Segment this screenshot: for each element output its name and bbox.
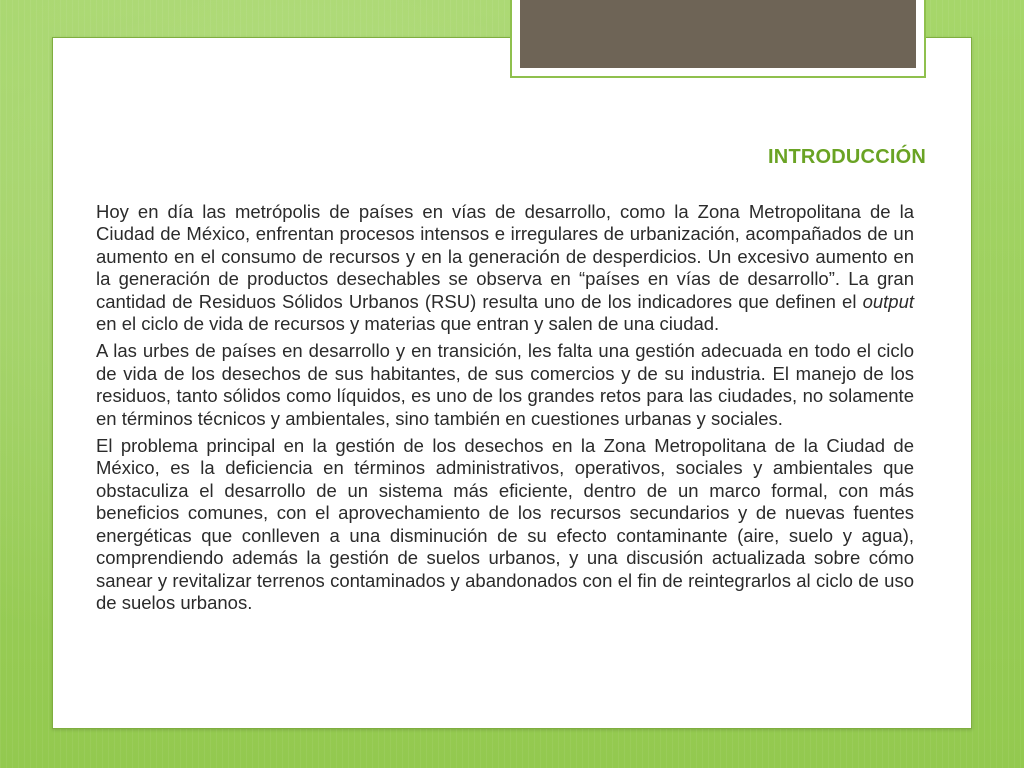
paragraph-1-text: Hoy en día las metrópolis de países en vías de desarrollo, como la Zona Metropolitana de la Ciudad de México, enfrentan procesos intensos e irregulares de urbanización, acompañados de un aumento en el consumo de recursos y en la generación de desperdicios. Un excesivo aumento en la generación de productos desechables se observa en “países en vías de desarrollo”. La gran cantidad de Residuos Sólidos Urbanos (RSU) resulta uno de los indicadores que definen el (96, 201, 914, 312)
paragraph-2: A las urbes de países en desarrollo y en transición, les falta una gestión adecuada en todo el ciclo de vida de los desechos de sus habitantes, de sus comercios y de su industria. El manejo de los residuos, tanto sólidos como líquidos, es uno de los grandes retos para las ciudades, no solamente en términos técnicos y ambientales, sino también en cuestiones urbanas y sociales. (96, 340, 914, 429)
slide-body (96, 201, 914, 619)
decorative-picture-frame (510, 0, 926, 78)
paragraph-1-text-end: en el ciclo de vida de recursos y materias que entran y salen de una ciudad. (96, 313, 720, 335)
paragraph-3: El problema principal en la gestión de los desechos en la Zona Metropolitana de la Ciudad de México, es la deficiencia en términos administrativos, operativos, sociales y ambientales que obstaculiza el desarrollo de un sistema más eficiente, dentro de un marco formal, con más beneficios comunes, con el aprovechamiento de los recursos secundarios y de nuevas fuentes energéticas que conlleven a una disminución de su efecto contaminante (aire, suelo y agua), comprendiendo además la gestión de suelos urbanos, y una discusión actualizada sobre cómo sanear y revitalizar terrenos contaminados y abandonados con el fin de reintegrarlos al ciclo de uso de suelos urbanos. (96, 435, 914, 613)
decorative-picture-fill (520, 0, 916, 68)
slide-title: INTRODUCCIÓN (768, 146, 926, 168)
paragraph-1 (96, 201, 914, 335)
paragraph-1-italic-term: output (862, 290, 914, 312)
